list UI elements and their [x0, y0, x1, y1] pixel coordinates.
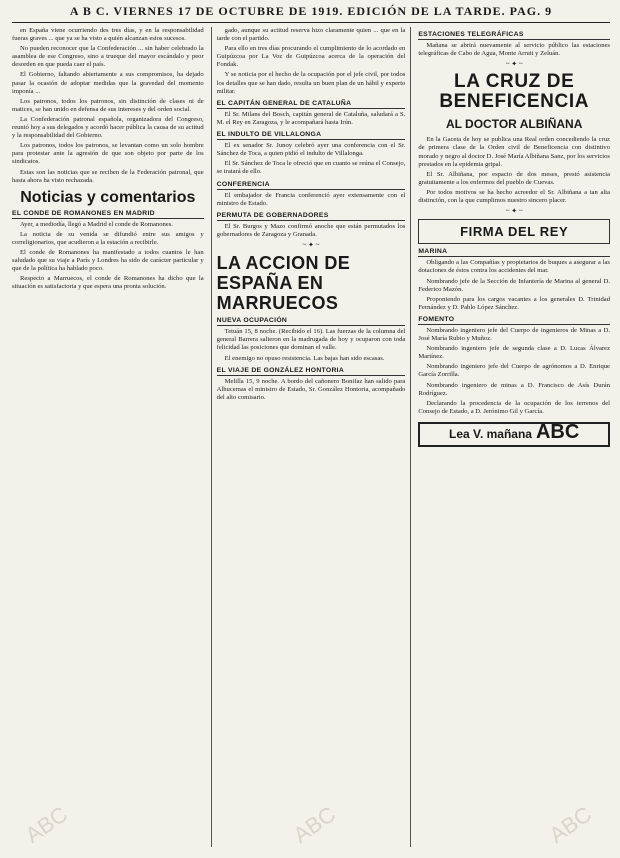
- column-center: [211, 27, 412, 847]
- article-heading: ESTACIONES TELEGRÁFICAS: [418, 31, 610, 40]
- masthead: A B C. VIERNES 17 DE OCTUBRE DE 1919. EDICIÓN DE LA TARDE. PAG. 9: [12, 4, 610, 23]
- article-heading: EL CONDE DE ROMANONES EN MADRID: [12, 210, 204, 219]
- paragraph: Estas son las noticias que se reciben de la Federación patronal, que hasta ahora ha visto rechazada.: [12, 168, 204, 184]
- section-title-marruecos: LA ACCION DE ESPAÑA EN MARRUECOS: [216, 253, 351, 314]
- ad-logo-text: ABC: [535, 420, 580, 443]
- paragraph: La Confederación patronal española, organizadora del Congreso, reunió hoy a sus delegados y acordó hacer pública la causa de su actitud y la responsabilidad del Gobierno.: [12, 115, 204, 140]
- article-heading: EL CAPITÁN GENERAL DE CATALUÑA: [217, 100, 406, 109]
- paragraph: El Gobierno, faltando abiertamente a sus compromisos, ha dejado pasar la ocasión de adoptar medidas que la gravedad del momento imponía ...: [12, 71, 204, 95]
- paragraph: Ayer, a mediodía, llegó a Madrid el conde de Romanones.: [20, 220, 173, 228]
- article-heading: MARINA: [418, 248, 610, 257]
- paragraph: El Sr. Burgos y Mazo confirmó anoche que están permutados los gobernadores de Zaragoza y Granada.: [216, 222, 406, 238]
- section-title-cruz: LA CRUZ DE BENEFICENCIA: [439, 71, 590, 113]
- paragraph: El embajador de Francia conferenció ayer extensamente con el ministro de Estado.: [216, 191, 406, 207]
- paragraph: Los patronos, todos los patronos, sin distinción de clases ni de matices, se han unido en defensa de sus intereses y del orden social.: [12, 97, 204, 113]
- paragraph: Tetuán 15, 8 noche. (Recibido el 16). Las fuerzas de la columna del general Barrera salieron en la madrugada de hoy y ocuparon con toda felicidad las posiciones que dominan el valle.: [216, 328, 406, 352]
- ad-text: Lea V. mañana: [449, 426, 532, 441]
- section-subtitle-albinana: AL DOCTOR ALBIÑANA: [445, 117, 583, 132]
- paragraph: Mañana se abrirá nuevamente al servicio público las estaciones telegráficas de Cabo de Agua, Monte Arruit y Zeluán.: [418, 42, 610, 58]
- paragraph: El Sr. Sánchez de Toca le ofreció que en cuanto se reúna el Consejo, se tratará de ello.: [216, 160, 406, 176]
- article-heading: EL VIAJE DE GONZÁLEZ HONTORIA: [217, 367, 406, 376]
- column-left: [12, 27, 204, 847]
- advertisement-box: [418, 422, 610, 447]
- paragraph: Nombrando ingeniero jefe de segunda clase a D. Lucas Álvarez Martínez.: [418, 345, 610, 361]
- paragraph: El ex senador Sr. Junoy celebró ayer una conferencia con el Sr. Sánchez de Toca, a quien pidió el indulto de Villalonga.: [216, 142, 406, 158]
- ornament-divider: ~ ✦ ~: [302, 241, 320, 250]
- column-right: [418, 27, 610, 847]
- paragraph: Para ello en tres días procurando el cumplimiento de lo acordado en Guipúzcoa por La Voz de Guipúzcoa acerca de la operación del Fondak.: [216, 45, 406, 69]
- article-heading: NUEVA OCUPACIÓN: [217, 317, 406, 326]
- section-title-noticias: Noticias y comentarios: [20, 188, 196, 206]
- paragraph: No pueden reconocer que la Confederación ... sin haber celebrado la asamblea de ese Congreso, sino a trueque del mayor escándalo y peor desorden en que pueda caer el país.: [12, 45, 204, 69]
- paragraph: Nombrando jefe de la Sección de Infantería de Marina al general D. Federico Mazón.: [418, 277, 610, 293]
- paragraph: Proponiendo para los cargos vacantes a los generales D. Trinidad Fernández y D. Pablo López Sánchez.: [418, 295, 610, 311]
- article-heading: EL INDULTO DE VILLALONGA: [217, 131, 406, 140]
- paragraph: Declarando la procedencia de la ocupación de los terrenos del Consejo de Estado, a D. Jerónimo Gil y García.: [418, 399, 610, 415]
- ornament-divider: ~ ✦ ~: [505, 207, 523, 216]
- paragraph: Y se noticia por el hecho de la ocupación por el jefe civil, por todos los detalles que se han dado, resulta un buen plan de un hábil y experto militar.: [216, 71, 406, 95]
- article-heading: PERMUTA DE GOBERNADORES: [217, 212, 406, 221]
- paragraph: Nombrando ingeniero jefe del Cuerpo de ingenieros de Minas a D. José María Rubio y Muñoz.: [418, 326, 610, 343]
- paragraph: El enemigo no opuso resistencia. Las bajas han sido escasas.: [224, 354, 385, 362]
- paragraph: El conde de Romanones ha manifestado a todos cuantos le han saludado que su viaje a París y Londres ha sido de carácter particular y que de la política ha hablado poco.: [12, 249, 204, 273]
- watermark: ABC: [20, 801, 73, 848]
- paragraph: Nombrando ingeniero jefe del Cuerpo de agrónomos a D. Enrique García Zorrilla.: [418, 363, 610, 379]
- paragraph: Por todos motivos se ha hecho acreedor el Sr. Albiñana a tan alta distinción, con la que cumplimos nuestro sincero placer.: [418, 188, 610, 205]
- paragraph: en España viene ocurriendo des tres días, y en la responsabilidad fueras graves ... que ya se ha visto a quién alcanzan estos sucesos.: [12, 27, 204, 43]
- article-heading: FOMENTO: [418, 316, 610, 325]
- paragraph: Melilla 15, 9 noche. A bordo del cañonero Bonifaz han salido para Alhucemas el ministro de Estado, Sr. González Hontoria, acompañado del alto comisario.: [216, 377, 406, 401]
- section-title-firma: FIRMA DEL REY: [418, 219, 610, 244]
- ornament-divider: ~ ✦ ~: [505, 60, 523, 69]
- article-heading: CONFERENCIA: [217, 181, 406, 190]
- paragraph: gado, aunque su actitud reserva hizo claramente quien ... que en la tarde con el partido.: [216, 27, 406, 43]
- paragraph: La noticia de su venida se difundió entre sus amigos y correligionarios, que acudieron a la estación a recibirle.: [12, 230, 204, 246]
- paragraph: Nombrando ingeniero de minas a D. Francisco de Asís Durán Rodríguez.: [418, 381, 610, 397]
- columns: [12, 27, 610, 847]
- paragraph: Obligando a las Compañías y propietarios de buques a asegurar a las dotaciones de éstos contra los accidentes del mar.: [418, 259, 610, 275]
- paragraph: El Sr. Albiñana, por espacio de dos meses, prestó asistencia gratuitamente a los enfermos del pueblo de Cuevas.: [418, 170, 610, 186]
- watermark: ABC: [288, 801, 341, 848]
- paragraph: El Sr. Milans del Bosch, capitán general de Cataluña, saludará a S. M. el Rey en Zaragoza, y le acompañará hasta Irún.: [216, 110, 406, 126]
- watermark: ABC: [544, 801, 597, 848]
- paragraph: En la Gaceta de hoy se publica una Real orden concediendo la cruz de primera clase de la Orden civil de Beneficencia con distintivo morado y negro al doctor D. José María Albiñana Sanz, por los servicios prestados en la epidemia gripal.: [418, 136, 610, 168]
- paragraph: Los patronos, todos los patronos, se levantan como un solo hombre para protestar ante la agresión de que son objeto por parte de los sindicatos.: [12, 142, 204, 166]
- paragraph: Respecto a Marruecos, el conde de Romanones ha dicho que la situación es satisfactoria y que espera una pronta solución.: [12, 275, 204, 291]
